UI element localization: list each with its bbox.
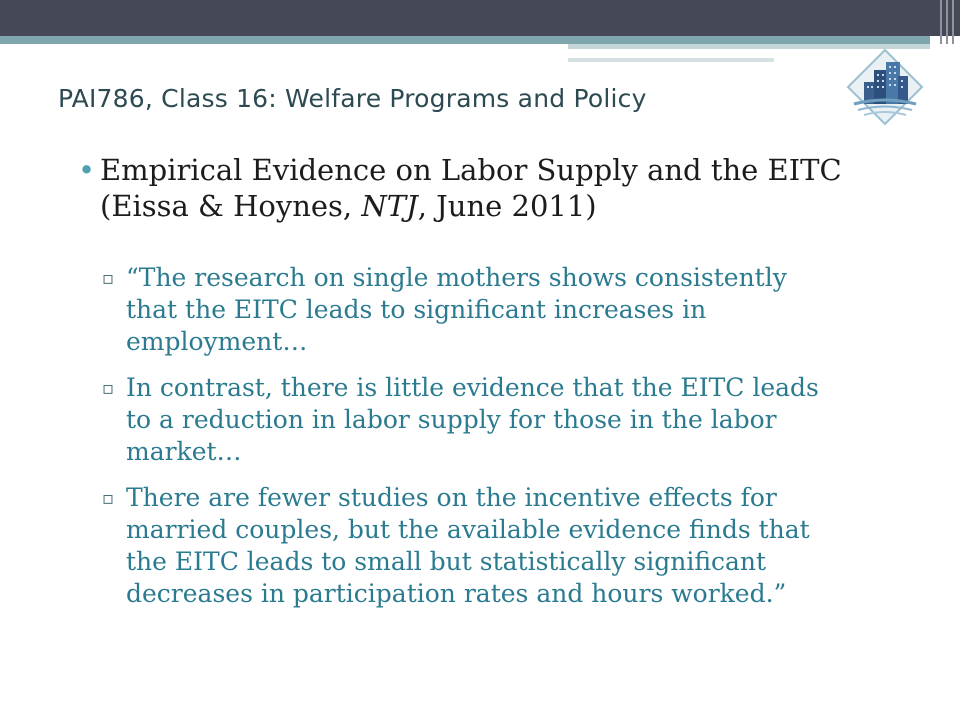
accent-thin-line-2: [568, 58, 774, 62]
sub-bullet-line: employment…: [126, 327, 308, 356]
top-bar: [0, 0, 960, 36]
sub-bullet: [74, 372, 934, 468]
sub-bullet-line: In contrast, there is little evidence that the EITC leads: [126, 373, 819, 402]
main-bullet-line-1: Empirical Evidence on Labor Supply and the EITC: [100, 153, 842, 187]
edge-lines: [936, 0, 960, 44]
sub-bullet: [74, 262, 934, 358]
sub-bullet-line: married couples, but the available evidence finds that: [126, 515, 810, 544]
bullet-marker: •: [78, 153, 96, 187]
sub-bullet-marker: ▫: [102, 378, 115, 399]
main-bullet-line-2: [100, 188, 934, 224]
sub-bullet-list: [74, 262, 934, 610]
slide-content: [74, 152, 934, 624]
sub-bullet-marker: ▫: [102, 488, 115, 509]
slide-title: PAI786, Class 16: Welfare Programs and Policy: [58, 84, 647, 113]
main-bullet: [74, 152, 934, 224]
citation-pre: (Eissa & Hoynes,: [100, 189, 362, 223]
citation-journal: NTJ: [361, 189, 418, 223]
sub-bullet-line: to a reduction in labor supply for those in the labor: [126, 405, 777, 434]
sub-bullet-marker: ▫: [102, 268, 115, 289]
sub-bullet-line: market…: [126, 437, 242, 466]
city-buildings-icon: [846, 48, 924, 126]
sub-bullet-line: There are fewer studies on the incentive effects for: [126, 483, 777, 512]
sub-bullet-line: decreases in participation rates and hours worked.”: [126, 579, 787, 608]
accent-strip: [0, 36, 930, 44]
sub-bullet-line: that the EITC leads to significant increases in: [126, 295, 707, 324]
sub-bullet: [74, 482, 934, 610]
citation-post: , June 2011): [417, 189, 597, 223]
sub-bullet-line: the EITC leads to small but statistically significant: [126, 547, 767, 576]
sub-bullet-line: “The research on single mothers shows consistently: [126, 263, 787, 292]
